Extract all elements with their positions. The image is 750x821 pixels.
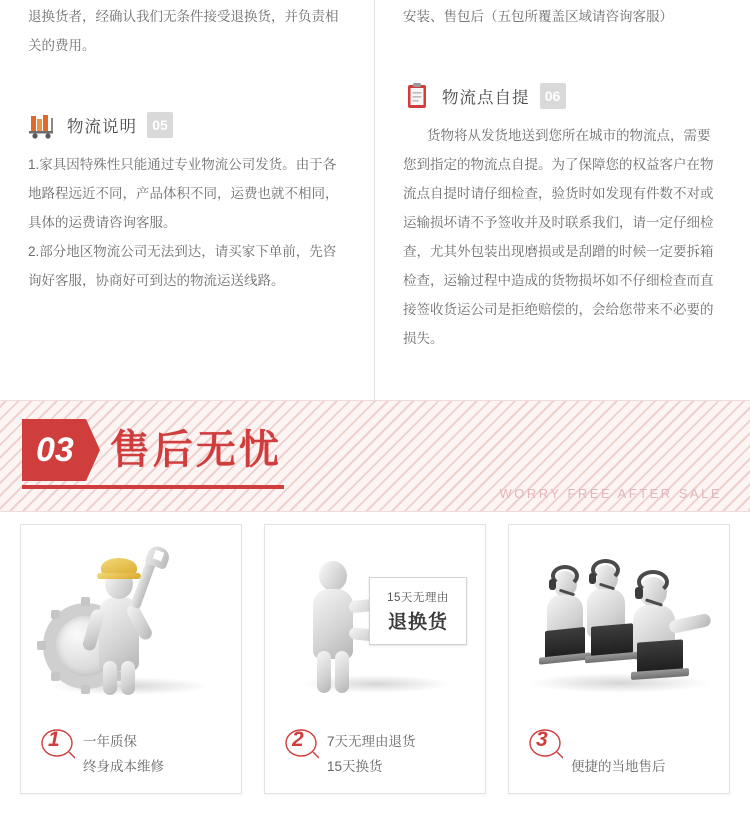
logistics-heading [28, 108, 346, 142]
card-caption-1 [21, 729, 241, 779]
installation-tail-text: 安装、售包后（五包所覆盖区域请咨询客服） [403, 9, 673, 24]
card-caption-3 [509, 754, 729, 779]
list-item[interactable] [508, 524, 730, 794]
banner-english-subtitle: WORRY FREE AFTER SALE [499, 486, 722, 501]
card-1-line-1: 一年质保 [83, 734, 137, 749]
after-sale-banner [0, 400, 750, 512]
card-3-line-1: 便捷的当地售后 [571, 759, 666, 774]
pickup-heading [403, 79, 722, 113]
pickup-number-badge: 06 [540, 83, 566, 109]
card-number-3-digit: 3 [536, 728, 548, 751]
pickup-column [375, 0, 750, 400]
banner-section-title: 售后无忧 [109, 428, 282, 472]
logistics-number-badge: 05 [147, 112, 173, 138]
service-info-section [0, 0, 750, 400]
card-caption-2 [265, 729, 485, 779]
list-item[interactable] [264, 524, 486, 794]
card-number-1-digit: 1 [48, 728, 60, 751]
banner-arrow-shape [86, 419, 100, 481]
figure-holding-return-sign-illustration [265, 525, 485, 703]
logistics-title: 物流说明 [67, 118, 137, 136]
call-center-agents-illustration [509, 525, 729, 703]
pickup-paragraph-1: 货物将从发货地送到您所在城市的物流点，需要您到指定的物流点自提。为了保障您的权益客户在物流点自提时请仔细检查，验货时如发现有件数不对或运输损坏请不予签收并及时联系我们，请一定仔细检查，尤其外包装出现磨损或是刮蹭的时候一定要拆箱检查，运输过程中造成的货物损坏如不仔细检查而直接签收货运公司是拒绝赔偿的，会给您带来不必要的损失。 [403, 128, 714, 346]
card-2-line-1: 7天无理由退货 [327, 734, 416, 749]
card-1-line-2: 终身成本维修 [83, 759, 164, 774]
logistics-paragraph-1: 1.家具因特殊性只能通过专业物流公司发货。由于各地路程远近不同，产品体积不同，运费也就不相同，具体的运费请咨询客服。 [28, 157, 339, 230]
return-sign [369, 577, 467, 645]
list-item[interactable] [20, 524, 242, 794]
return-sign-line-2: 退换货 [387, 611, 448, 633]
pickup-title: 物流点自提 [442, 89, 530, 107]
logistics-truck-icon [28, 110, 58, 140]
banner-title-group [22, 419, 282, 481]
return-policy-tail-text: 退换货者，经确认我们无条件接受退换货，并负责相关的费用。 [28, 9, 339, 53]
after-sale-cards [0, 512, 750, 810]
card-2-line-2: 15天换货 [327, 759, 383, 774]
banner-section-number: 03 [22, 419, 86, 481]
card-number-2-digit: 2 [292, 728, 304, 751]
return-sign-line-1: 15天无理由 [387, 591, 449, 604]
logistics-paragraph-2: 2.部分地区物流公司无法到达，请买家下单前，先咨询好客服，协商好可到达的物流运送线路。 [28, 244, 337, 288]
banner-underline [22, 485, 284, 489]
clipboard-icon [403, 81, 433, 111]
worker-with-wrench-and-gear-illustration [21, 525, 241, 703]
logistics-column [0, 0, 375, 400]
